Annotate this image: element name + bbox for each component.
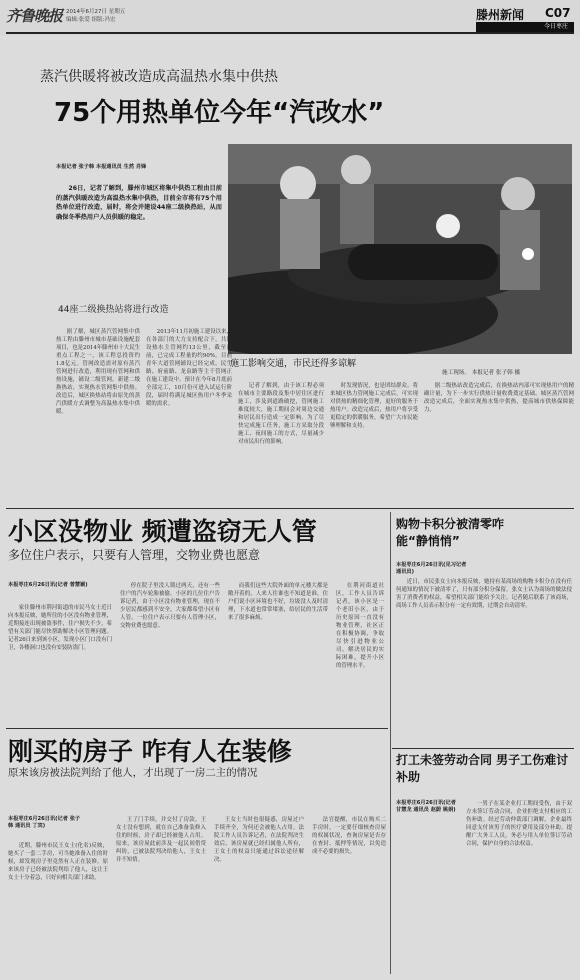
story4-headline: 刚买的房子 咋有人在装修 <box>8 737 292 766</box>
edition-bar: 今日枣庄 <box>476 22 574 32</box>
story3-byline: 本报枣庄6月26日讯(见习记者 通讯员) <box>396 562 467 575</box>
column-divider-right <box>390 512 391 974</box>
section-name: 滕州新闻 <box>476 8 525 22</box>
story2-col1: 家住滕州市荆河街道的市民马女士近日向本报反映，她所住的小区没有物业管理，近期接连出现被盗事件，住户损失不少，希望有关部门能尽快帮助解决小区管理问题。记者26日来到该小区，发现小区门口没有门卫，各楼洞口也没有安装防盗门。 <box>8 605 112 651</box>
story1-col4: 时发现情况，也是团结群众。将来城区热力管网施工完成后，可实现对供热的精细化管理，更好的服务于热用户。改造完成后，热用户将享受更稳定的供暖服务，希望广大市民能够理解和支持。 <box>330 383 418 429</box>
construction-photo <box>228 144 572 354</box>
story4-col3: 王女士当时也很疑惑，房屋过户手续齐全，为何还会被他人占用。法院工作人员告诉记者，在法院判决生效后，该房屋就已经归属他人所有，王女士的权益只能通过诉讼途径解决。 <box>214 817 304 863</box>
photo1-credit: 施工现场。 本报记者 张子韩 摄 <box>442 370 521 376</box>
photo1-caption: 施工影响交通，市民还得多谅解 <box>230 359 357 369</box>
story1-headline: 75个用热单位今年“汽改水” <box>54 98 385 128</box>
story1-kicker: 蒸汽供暖将被改造成高温热水集中供热 <box>40 69 278 85</box>
paper-logo: 齐鲁晚报 <box>6 7 63 25</box>
story5-byline: 本报枣庄6月26日讯(记者 甘慧龙 通讯员 赵蔚 姚娟) <box>396 800 456 813</box>
story2-byline: 本报枣庄6月26日讯(记者 曾慧颖) <box>8 582 88 588</box>
story2-col2: 停在院子里没人锁过两天，还有一些住户的汽车轮胎被偷，小区的几位住户告诉记者，由于小区没有物业管理，现在不少居民都感到不安全，大家都希望小区有人管。一位住户表示只要有人管理小区，交物业费也愿意。 <box>120 583 220 629</box>
story4-byline: 本报枣庄6月26日讯(记者 张子韩 通讯员 丁宾) <box>8 816 81 829</box>
story4-col1: 近期，滕州市民王女士(化名)反映，她买了一套二手房，可当她准备入住的时候，却发现房子里竟然有人正在装修。原来该房子已经被法院判给了他人，这让王女士十分着急，只好向相关部门求助。 <box>8 843 108 881</box>
story1-col1: 据了解，城区蒸汽管网集中供热工程由滕州市城市基础设施配套项目，也是2014年滕州市十大民生重点工程之一，该工程总投资约1.8亿元。管网改造需对原有蒸汽管网进行改造，利用现有管网和供热设施，铺设二级管网，新建二级换热站，实现热水管网集中供热。改造后，城区换热站将由原先的蒸汽供暖方式调整为高温热水集中供暖。 <box>56 329 140 415</box>
story2-col3: 而我们这些大院外面的单元楼大都是敞开着的，人来人往谁也不知道是谁，住户们说小区环境也不好，垃圾没人及时清理，下水道也常常堵塞，给居民的生活带来了很多麻烦。 <box>228 583 328 621</box>
story4-col4: 法官提醒，市民在购买二手房时，一定要仔细核查房屋的权属状况，查询房屋是否存在查封、抵押等情况，以免造成不必要的损失。 <box>312 817 386 855</box>
story5-headline: 打工未签劳动合同 男子工伤难讨补助 <box>396 753 569 784</box>
story1-col3: 记者了解到，由于该工程必须在城市主要路段及集中居住区进行施工，涉及到道路破挖，管网施工难度较大，施工期间会对周边交通和居民出行造成一定影响。为了尽快完成施工任务，施工方采取分段施工、夜间施工的方式，尽量减少对市民出行的影响。 <box>238 383 324 445</box>
masthead-rule <box>6 32 574 34</box>
masthead <box>0 0 580 36</box>
editor-line: 编辑:张爱 组版:冯宏 <box>66 17 116 23</box>
story2-subhead: 多位住户表示，只要有人管理，交物业费也愿意 <box>8 548 261 562</box>
divider-2 <box>6 728 388 729</box>
divider-3 <box>392 748 574 749</box>
page-number: C07 <box>545 6 571 20</box>
story2-col4: 在荆河街道社区，工作人员告诉记者，该小区是一个老旧小区，由于历史原因一直没有物业管理，社区正在积极协调，争取尽快引进物业公司，解决居民的实际困难，提升小区的管理水平。 <box>336 583 384 669</box>
story4-subhead: 原来该房被法院判给了他人，才出现了一房二主的情况 <box>8 767 258 779</box>
date-line: 2014年6月27日 星期五 <box>66 9 126 15</box>
story1-col5: 据二级热站改造完成后，在换热站内部可实现热用户的精确计量，为下一步实行供热计量收费奠定基础。城区蒸汽管网改造完成后，全面实现热水集中供热，提高城市供热保障能力。 <box>424 383 574 413</box>
story4-col2: 王了门手续，并交付了房款。王女士没有想到，就在自己准备装修入住的时候，房子却已经被他人占用。原来，该房屋此前涉及一起民间借贷纠纷，已被法院判决给他人，王女士并不知情。 <box>116 817 206 863</box>
story1-byline: 本报记者 张子韩 本报通讯员 生然 肖锋 <box>56 164 147 170</box>
story3-body: 近日，市民张女士向本报反映，她持有某商场的购物卡积分在没有任何通知的情况下被清零了，只有部分积分保留。张女士认为商场的做法侵害了消费者的权益，希望相关部门能给予关注。记者随后联系了该商场，商场工作人员表示积分有一定有效期，过期会自动清零。 <box>396 579 572 609</box>
story1-subhead: 44座二级换热站将进行改造 <box>58 305 169 315</box>
story5-body: 一男子在某企业打工期间受伤，由于双方未签订劳动合同，企业拒绝支付相应的工伤补助。经过劳动仲裁部门调解，企业最终同意支付该男子的医疗费用及部分补助。提醒广大务工人员，务必与用人单位签订劳动合同，保护自身的合法权益。 <box>466 801 572 847</box>
story2-headline: 小区没物业 频遭盗窃无人管 <box>8 517 317 546</box>
construction-photo-image <box>228 144 572 354</box>
story3-headline: 购物卡积分被清零咋能“静悄悄” <box>396 517 505 548</box>
divider-1 <box>6 508 574 509</box>
story1-col2: 2013年11月初施工建设以来，在各部门的大力支持配合下，共铺设热水主管网约13公里，截至目前，已完成工程量的约90%。目前青年大道管网铺设已经完成，民生路、府前路、龙泉路等主干管网正在施工建设中。预计在今年8月底前全部完工，10月份可进入试运行阶段，届时将满足城区热用户冬季采暖的需求。 <box>146 329 232 407</box>
story1-lead: 26日，记者了解到，滕州市城区将集中供热工程由目前的蒸汽供暖改造为高温热水集中供热，目前全市将有75个用热单位进行改造，届时，将会并建设44座二级换热站，从而确保冬季热用户人员供暖的稳定。 <box>56 185 222 221</box>
